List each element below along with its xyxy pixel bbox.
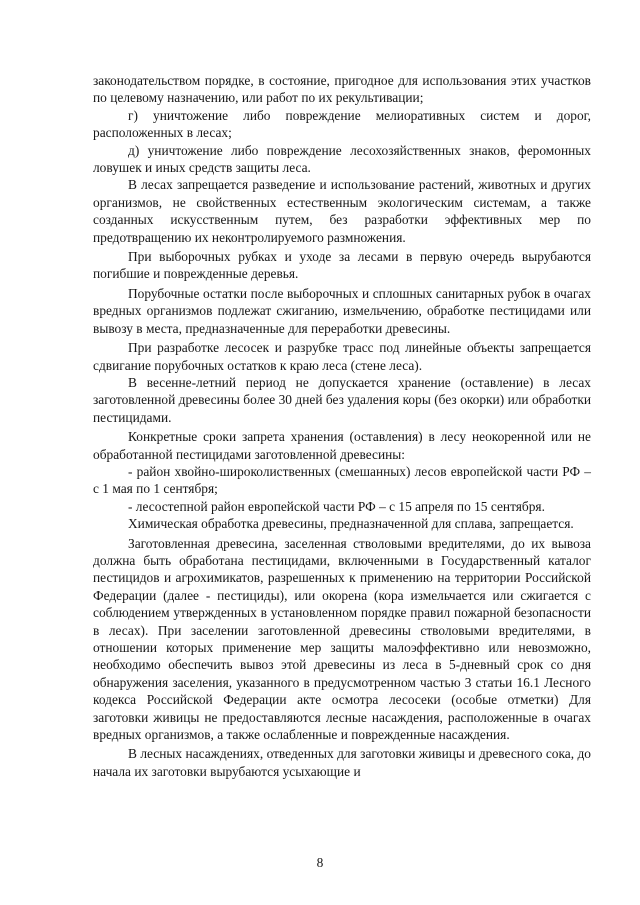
paragraph-selective-felling: При выборочных рубках и уходе за лесами в первую очередь вырубаются погибшие и поврежденные деревья. [93, 249, 591, 282]
list-item-forest-steppe: - лесостепной район европейской части РФ – с 15 апреля по 15 сентября. [128, 498, 545, 514]
list-item-d: д) уничтожение либо повреждение лесохозяйственных знаков, феромонных ловушек и иных средств защиты леса. [93, 142, 591, 176]
page-number: 8 [316, 855, 324, 870]
paragraph-continuation: законодательством порядке, в состояние, пригодное для использования этих участков по целевому назначению, или работ по их рекультивации; [93, 73, 591, 106]
paragraph-storage-terms: Конкретные сроки запрета хранения (оставления) в лесу неокоренной или не обработанной пестицидами заготовленной древесины: [93, 429, 591, 462]
paragraph-logging-residues: Порубочные остатки после выборочных и сплошных санитарных рубок в очагах вредных организмов подлежат сжиганию, измельчению, обработке пестицидами или вывозу в места, предназначенные для переработки древесины. [93, 285, 591, 336]
paragraph-infested-timber: Заготовленная древесина, заселенная стволовыми вредителями, до их вывоза должна быть обработана пестицидами, включенными в Государственный каталог пестицидов и агрохимикатов, разрешенных к применению на территории Российской Федерации (далее - пестициды), или окорена (кора измельчается или сжигается с соблюдением утвержденных в установленном порядке правил пожарной безопасности в лесах). При заселении заготовленной древесины стволовыми вредителями, в отношении которых применение мер защиты малоэффективно или невозможно, необходимо обеспечить вывоз этой древесины из леса в 5-дневный срок со дня обнаружения заселения, указанного в предусмотренном частью 3 статьи 16.1 Лесного кодекса Российской Федерации акте осмотра лесосеки (особые отметки) Для заготовки живицы не предоставляются лесные насаждения, расположенные в очагах вредных организмов, а также ослабленные и поврежденные насаждения. [93, 535, 591, 743]
list-item-g: г) уничтожение либо повреждение мелиоративных систем и дорог, расположенных в лесах; [93, 107, 591, 141]
paragraph-cutting-areas: При разработке лесосек и разрубке трасс под линейные объекты запрещается сдвигание порубочных остатков к краю леса (стене леса). [93, 340, 591, 373]
paragraph-organisms: В лесах запрещается разведение и использование растений, животных и других организмов, не свойственных естественным экологическим системам, а также созданных искусственным путем, без разработки эффективных мер по предотвращению их неконтролируемого размножения. [93, 177, 591, 245]
paragraph-chemical-treatment: Химическая обработка древесины, предназначенной для сплава, запрещается. [128, 516, 574, 532]
list-item-mixed-forests: - район хвойно-широколиственных (смешанных) лесов европейской части РФ – с 1 мая по 1 сентября; [93, 463, 591, 497]
paragraph-resin-tapping: В лесных насаждениях, отведенных для заготовки живицы и древесного сока, до начала их заготовки вырубаются усыхающие и [93, 746, 591, 779]
document-body [93, 72, 591, 780]
paragraph-storage: В весенне-летний период не допускается хранение (оставление) в лесах заготовленной древесины более 30 дней без удаления коры (без окорки) или обработки пестицидами. [93, 374, 591, 425]
